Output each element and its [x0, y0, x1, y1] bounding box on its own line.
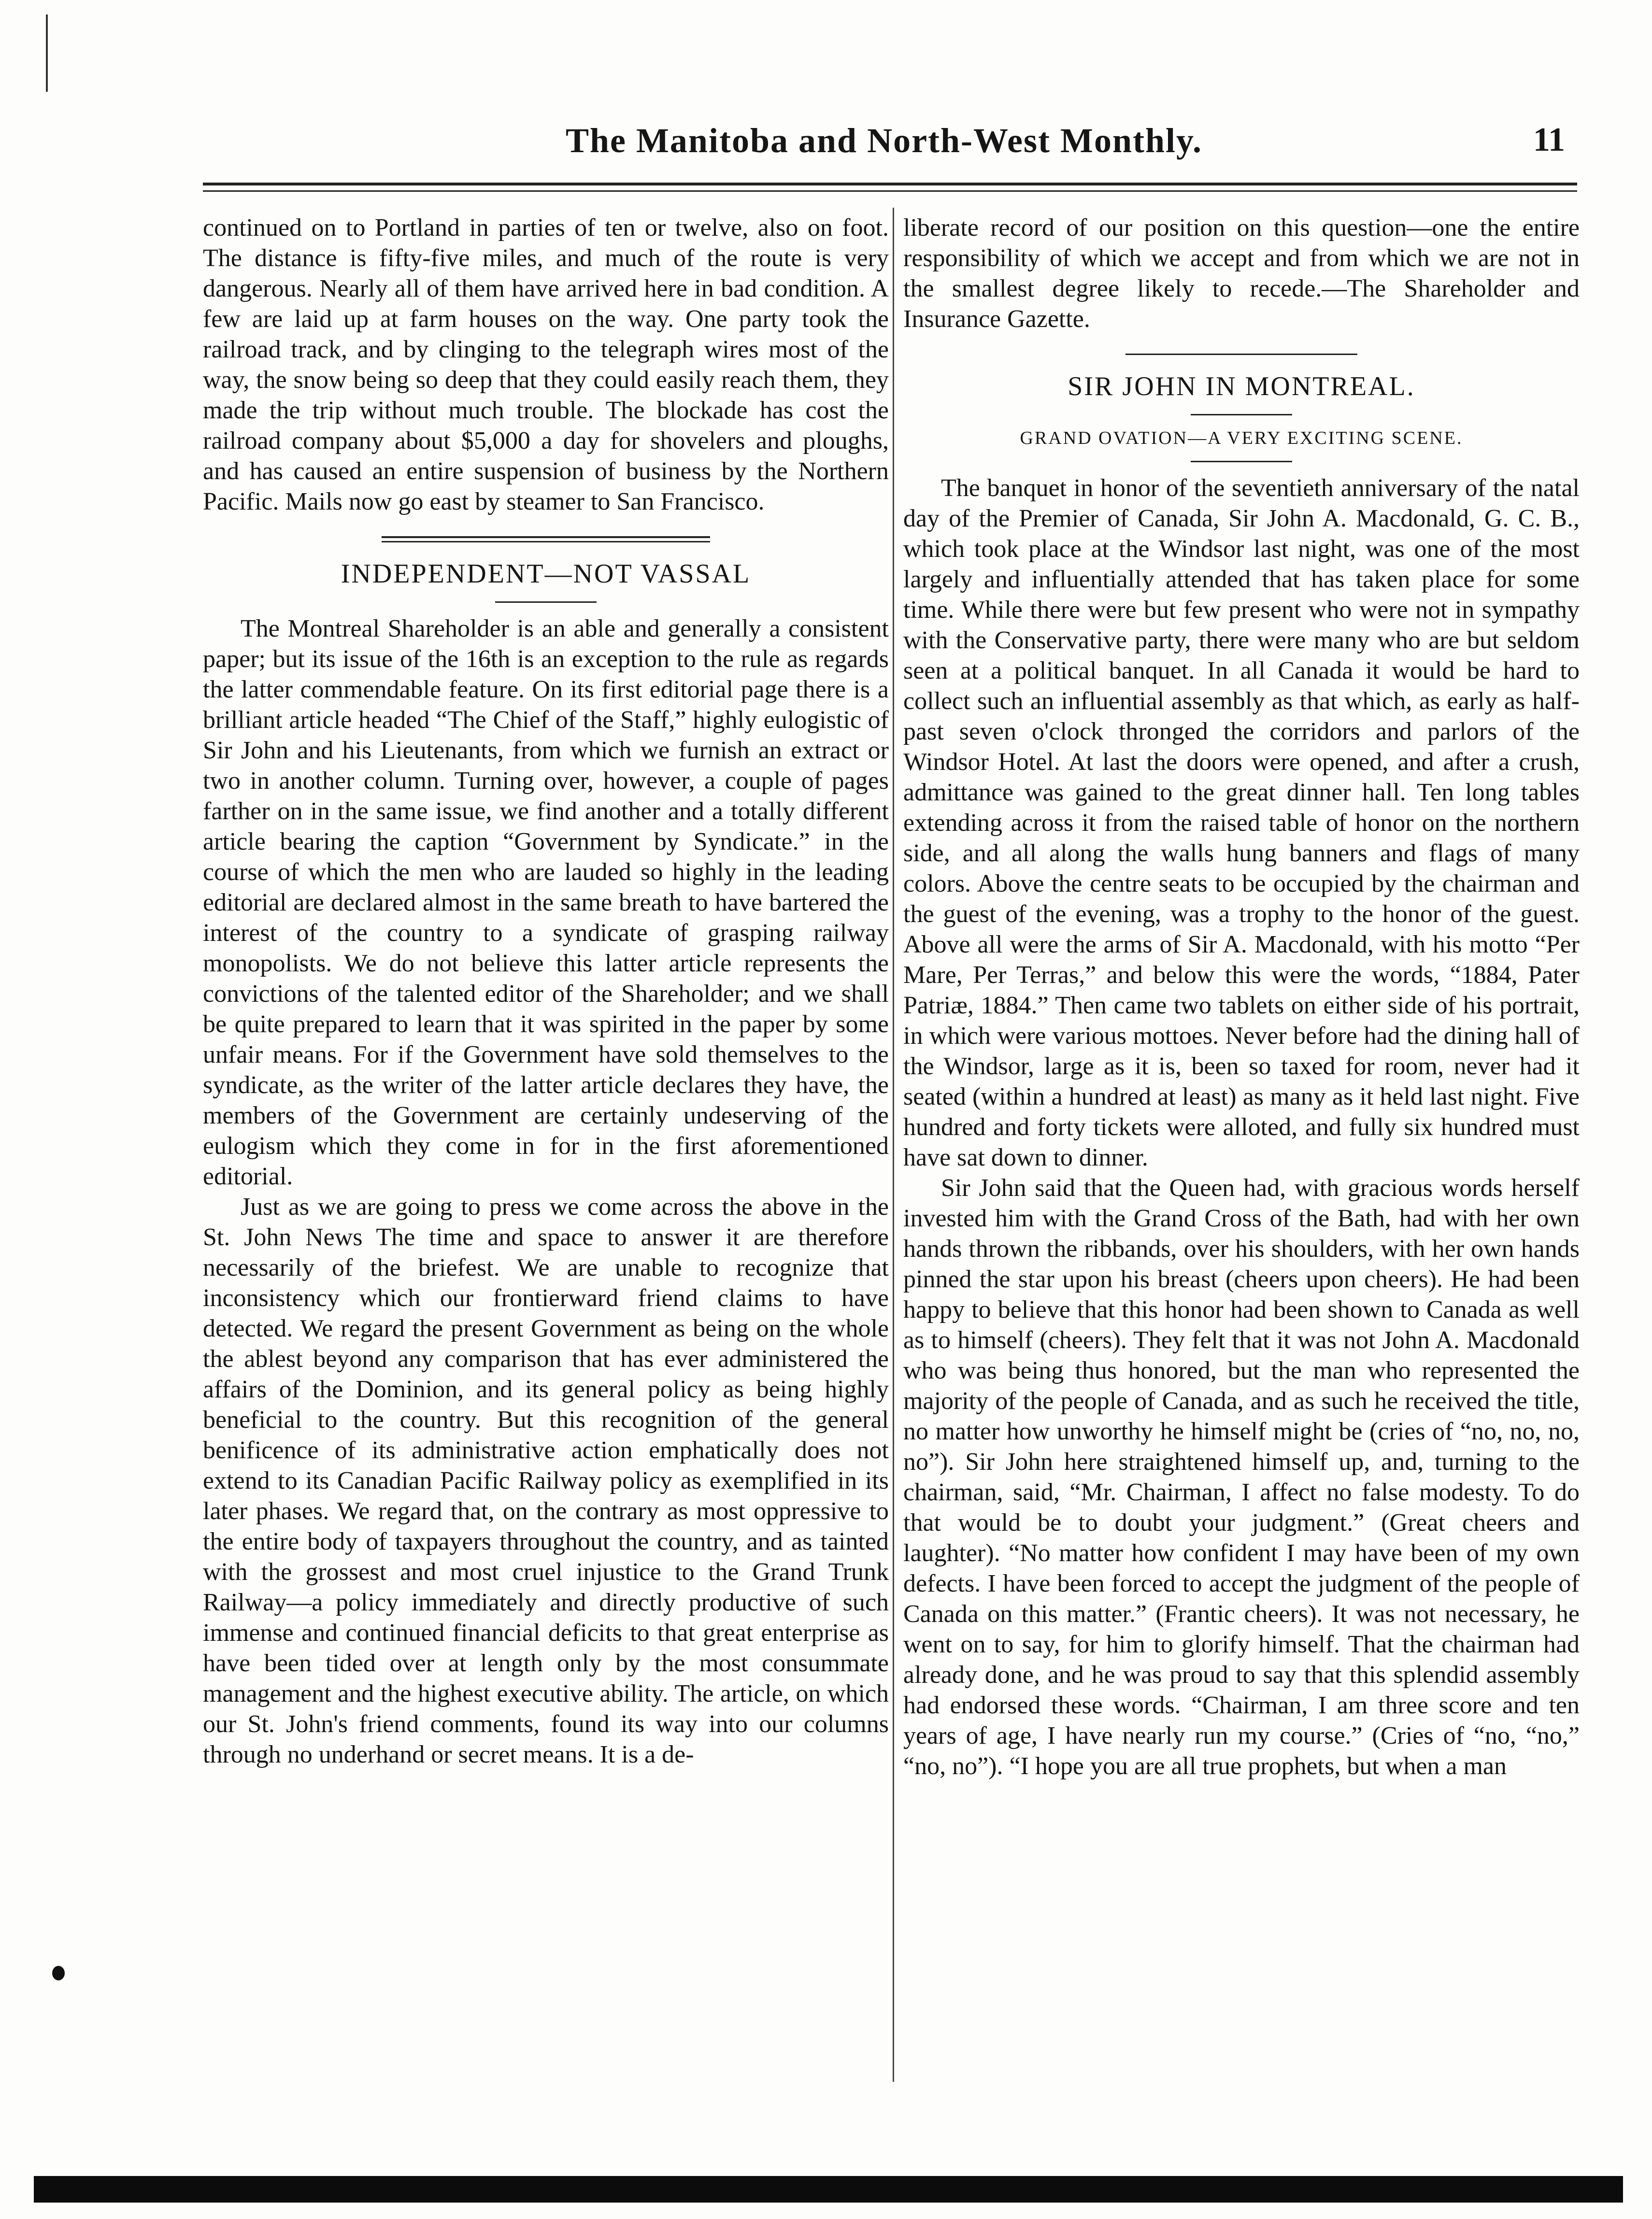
heading-rule [1191, 414, 1292, 415]
article-paragraph: Sir John said that the Queen had, with gracious words herself invested him with the Grand Cross of the Bath, had with her own hands thrown the ribbands, over his shoulders, with her own hands pinned the star upon his breast (cheers upon cheers). He had been happy to believe that this honor had been shown to Canada as well as to himself (cheers). They felt that it was not John A. Macdonald who was being thus honored, but the man who represented the majority of the people of Canada, and as such he received the title, no matter how unworthy he himself might be (cries of “no, no, no, no”). Sir John here straightened himself up, and, turning to the chairman, said, “Mr. Chairman, I affect no false modesty. To do that would be to doubt your judgment.” (Great cheers and laughter). “No matter how confident I may have been of my own defects. I have been forced to accept the judgment of the people of Canada on this matter.” (Frantic cheers). It was not necessary, he went on to say, for him to glorify himself. That the chairman had already done, and he was proud to say that this splendid assembly had endorsed these words. “Chairman, I am three score and ten years of age, I have nearly run my course.” (Cries of “no, “no,” “no, no”). “I hope you are all true prophets, but when a man [903, 1174, 1580, 1780]
continued-paragraph: continued on to Portland in parties of ten or twelve, also on foot. The distance is fifty-five miles, and much of the route is very dangerous. Nearly all of them have arrived here in bad condition. A few are laid up at farm houses on the way. One party took the railroad track, and by clinging to the telegraph wires most of the way, the snow being so deep that they could easily reach them, they made the trip without much trouble. The blockade has cost the railroad company about $5,000 a day for shovelers and ploughs, and has caused an entire suspension of business by the Northern Pacific. Mails now go east by steamer to San Francisco. [203, 214, 889, 515]
header-rule-thin [203, 190, 1577, 192]
article-paragraph: Just as we are going to press we come across the above in the St. John News The time and space to answer it are therefore necessarily of the briefest. We are unable to recognize that inconsistency which our frontierward friend claims to have detected. We regard the present Government as being on the whole the ablest beyond any comparison that has ever administered the affairs of the Dominion, and its general policy as being highly beneficial to the country. But this recognition of the general benificence of its administrative action emphatically does not extend to its Canadian Pacific Railway policy as exemplified in its later phases. We regard that, on the contrary as most oppressive to the entire body of taxpayers throughout the country, and as tainted with the grossest and most cruel injustice to the Grand Trunk Railway—a policy immediately and directly productive of such immense and continued financial deficits to that great enterprise as have been tided over at length only by the most consummate management and the highest executive ability. The article, on which our St. John's friend comments, found its way into our columns through no underhand or secret means. It is a de- [203, 1193, 889, 1768]
right-column [903, 213, 1580, 1781]
header-rule-thick [203, 183, 1577, 185]
scan-bottom-edge [34, 2176, 1623, 2203]
article-paragraph: The Montreal Shareholder is an able and generally a consistent paper; but its issue of the 16th is an exception to the rule as regards the latter commendable feature. On its first editorial page there is a brilliant article headed “The Chief of the Staff,” highly eulogistic of Sir John and his Lieutenants, from which we furnish an extract or two in another column. Turning over, however, a couple of pages farther on in the same issue, we find another and a totally different article bearing the caption “Government by Syndicate.” in the course of which the men who are lauded so highly in the leading editorial are declared almost in the same breath to have bartered the interest of the country to a syndicate of grasping railway monopolists. We do not believe this latter article represents the convictions of the talented editor of the Shareholder; and we shall be quite prepared to learn that it was spirited in the paper by some unfair means. For if the Government have sold themselves to the syndicate, as the writer of the latter article declares they have, the members of the Government are certainly undeserving of the eulogism which they come in for in the first aforementioned editorial. [203, 615, 889, 1190]
section-divider [1125, 354, 1357, 355]
masthead [203, 121, 1565, 169]
section-divider [382, 536, 710, 542]
article-paragraph: The banquet in honor of the seventieth anniversary of the natal day of the Premier of Canada, Sir John A. Macdonald, G. C. B., which took place at the Windsor last night, was one of the most largely and influentially attended that has taken place for some time. While there were but few present who were not in sympathy with the Conservative party, there were many who are but seldom seen at a political banquet. In all Canada it would be hard to collect such an influential assembly as that which, as early as half-past seven o'clock thronged the corridors and parlors of the Windsor Hotel. At last the doors were opened, and after a crush, admittance was gained to the great dinner hall. Ten long tables extending across it from the raised table of honor on the northern side, and all along the walls hung banners and flags of many colors. Above the centre seats to be occupied by the chairman and the guest of the evening, was a trophy to the honor of the guest. Above all were the arms of Sir A. Macdonald, with his motto “Per Mare, Per Terras,” and below this were the words, “1884, Pater Patriæ, 1884.” Then came two tablets on either side of his portrait, in which were various mottoes. Never before had the dining hall of the Windsor, large as it is, been so taxed for room, never had it seated (within a hundred at least) as many as it held last night. Five hundred and forty tickets were alloted, and fully six hundred must have sat down to dinner. [903, 474, 1580, 1171]
scan-edge-mark [46, 14, 48, 92]
left-column [203, 213, 889, 1770]
article-heading-sir-john: SIR JOHN IN MONTREAL. [1068, 371, 1415, 401]
continued-paragraph: liberate record of our position on this question—one the entire responsibility of which we accept and from which we are not in the smallest degree likely to recede.—The Shareholder and Insurance Gazette. [903, 214, 1580, 333]
publication-title: The Manitoba and North-West Monthly. [565, 121, 1203, 160]
scan-blot [52, 1966, 65, 1980]
article-heading-independent: INDEPENDENT—NOT VASSAL [341, 559, 751, 589]
article-subheading: GRAND OVATION—A VERY EXCITING SCENE. [1020, 428, 1463, 448]
page-number: 11 [1533, 121, 1565, 158]
column-divider [893, 208, 894, 2082]
heading-rule [495, 601, 597, 603]
subheading-rule [1191, 461, 1292, 462]
